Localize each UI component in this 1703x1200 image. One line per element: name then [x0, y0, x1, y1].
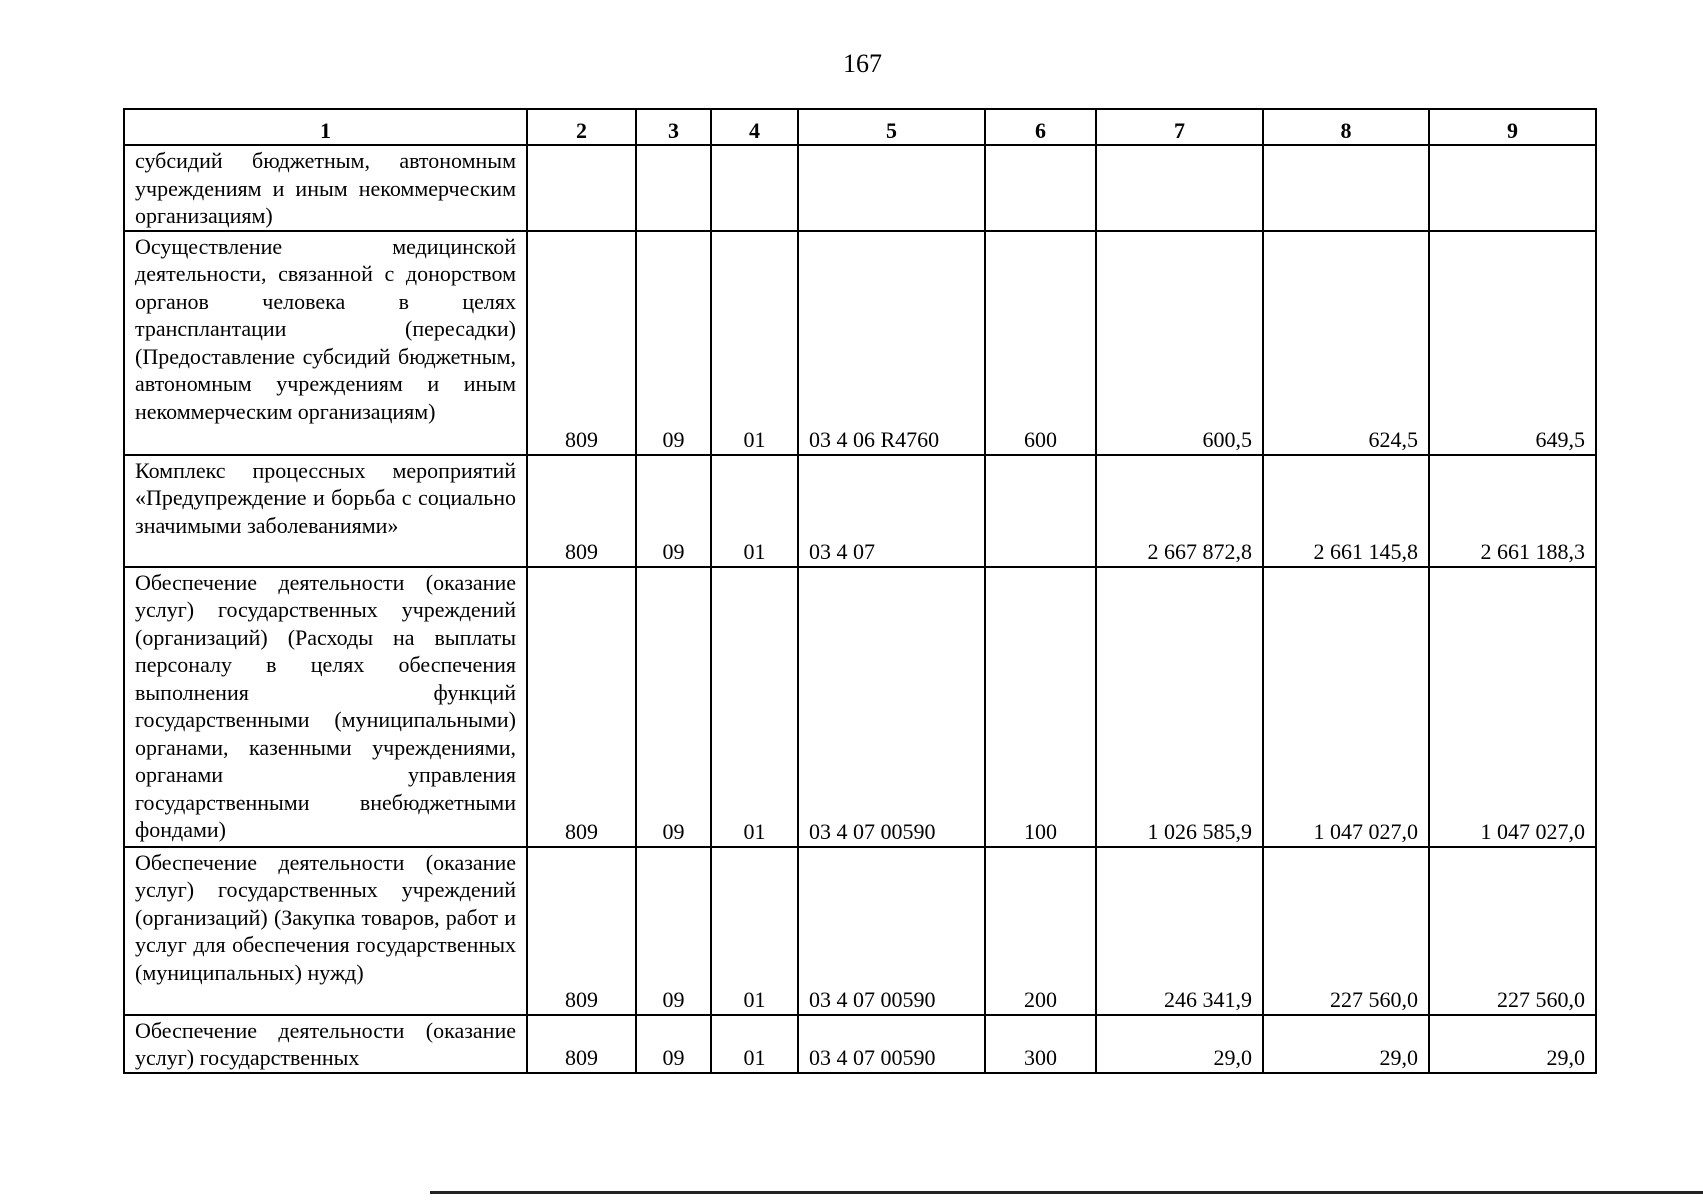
- table-row: [124, 455, 1596, 567]
- cell-amount-col8: 624,5: [1263, 231, 1429, 455]
- cell-section: 09: [636, 1015, 711, 1073]
- cell-section: 09: [636, 231, 711, 455]
- cell-target-article: 03 4 07 00590: [798, 847, 985, 1015]
- col-header-9: 9: [1429, 109, 1596, 145]
- table-row: [124, 567, 1596, 847]
- cell-section: 09: [636, 567, 711, 847]
- cell-amount-col7: 29,0: [1096, 1015, 1263, 1073]
- row-description: Осуществление медицинской деятельности, связанной с донорством органов человека в целях трансплантации (пересадки) (Предоставление субсидий бюджетным, автономным учреждениям и иным некоммерческим организациям): [124, 231, 527, 455]
- cell-subsection: 01: [711, 1015, 798, 1073]
- cell-amount-col9: 1 047 027,0: [1429, 567, 1596, 847]
- cell-amount-col9: [1429, 145, 1596, 231]
- cell-expense-type: [985, 145, 1096, 231]
- col-header-7: 7: [1096, 109, 1263, 145]
- cell-amount-col7: [1096, 145, 1263, 231]
- col-header-5: 5: [798, 109, 985, 145]
- cell-amount-col8: 1 047 027,0: [1263, 567, 1429, 847]
- cell-target-article: [798, 145, 985, 231]
- cell-expense-type: [985, 455, 1096, 567]
- cell-ministry-code: 809: [527, 455, 636, 567]
- cell-section: 09: [636, 847, 711, 1015]
- cell-section: 09: [636, 455, 711, 567]
- row-description: Обеспечение деятельности (оказание услуг) государственных учреждений (организаций) (Расходы на выплаты персоналу в целях обеспечения выполнения функций государственными (муниципальными) органами, казенными учреждениями, органами управления государственными внебюджетными фондами): [124, 567, 527, 847]
- col-header-2: 2: [527, 109, 636, 145]
- cell-target-article: 03 4 07 00590: [798, 567, 985, 847]
- row-description: Комплекс процессных мероприятий «Предупреждение и борьба с социально значимыми заболеваниями»: [124, 455, 527, 567]
- table-row: [124, 231, 1596, 455]
- cell-amount-col9: 2 661 188,3: [1429, 455, 1596, 567]
- table-row: [124, 1015, 1596, 1073]
- col-header-1: 1: [124, 109, 527, 145]
- cell-subsection: 01: [711, 231, 798, 455]
- cell-amount-col7: 246 341,9: [1096, 847, 1263, 1015]
- cell-ministry-code: [527, 145, 636, 231]
- col-header-4: 4: [711, 109, 798, 145]
- budget-table: [123, 108, 1597, 1074]
- cell-amount-col9: 649,5: [1429, 231, 1596, 455]
- footer-rule: [430, 1191, 1703, 1194]
- cell-ministry-code: 809: [527, 847, 636, 1015]
- cell-expense-type: 100: [985, 567, 1096, 847]
- table-row: [124, 847, 1596, 1015]
- cell-subsection: 01: [711, 455, 798, 567]
- page-number: 167: [843, 49, 882, 78]
- cell-expense-type: 200: [985, 847, 1096, 1015]
- cell-amount-col7: 2 667 872,8: [1096, 455, 1263, 567]
- cell-ministry-code: 809: [527, 231, 636, 455]
- col-header-6: 6: [985, 109, 1096, 145]
- cell-amount-col9: 227 560,0: [1429, 847, 1596, 1015]
- cell-subsection: 01: [711, 567, 798, 847]
- row-description: Обеспечение деятельности (оказание услуг) государственных учреждений (организаций) (Закупка товаров, работ и услуг для обеспечения государственных (муниципальных) нужд): [124, 847, 527, 1015]
- cell-amount-col8: 29,0: [1263, 1015, 1429, 1073]
- row-description: субсидий бюджетным, автономным учреждениям и иным некоммерческим организациям): [124, 145, 527, 231]
- cell-ministry-code: 809: [527, 1015, 636, 1073]
- cell-section: [636, 145, 711, 231]
- cell-target-article: 03 4 07: [798, 455, 985, 567]
- cell-expense-type: 600: [985, 231, 1096, 455]
- table-row: [124, 145, 1596, 231]
- cell-expense-type: 300: [985, 1015, 1096, 1073]
- cell-target-article: 03 4 07 00590: [798, 1015, 985, 1073]
- cell-subsection: [711, 145, 798, 231]
- cell-amount-col7: 1 026 585,9: [1096, 567, 1263, 847]
- col-header-8: 8: [1263, 109, 1429, 145]
- row-description: Обеспечение деятельности (оказание услуг) государственных: [124, 1015, 527, 1073]
- cell-amount-col8: 2 661 145,8: [1263, 455, 1429, 567]
- col-header-3: 3: [636, 109, 711, 145]
- header-row: [124, 109, 1596, 145]
- cell-amount-col9: 29,0: [1429, 1015, 1596, 1073]
- cell-target-article: 03 4 06 R4760: [798, 231, 985, 455]
- cell-amount-col8: [1263, 145, 1429, 231]
- cell-amount-col8: 227 560,0: [1263, 847, 1429, 1015]
- cell-amount-col7: 600,5: [1096, 231, 1263, 455]
- cell-subsection: 01: [711, 847, 798, 1015]
- cell-ministry-code: 809: [527, 567, 636, 847]
